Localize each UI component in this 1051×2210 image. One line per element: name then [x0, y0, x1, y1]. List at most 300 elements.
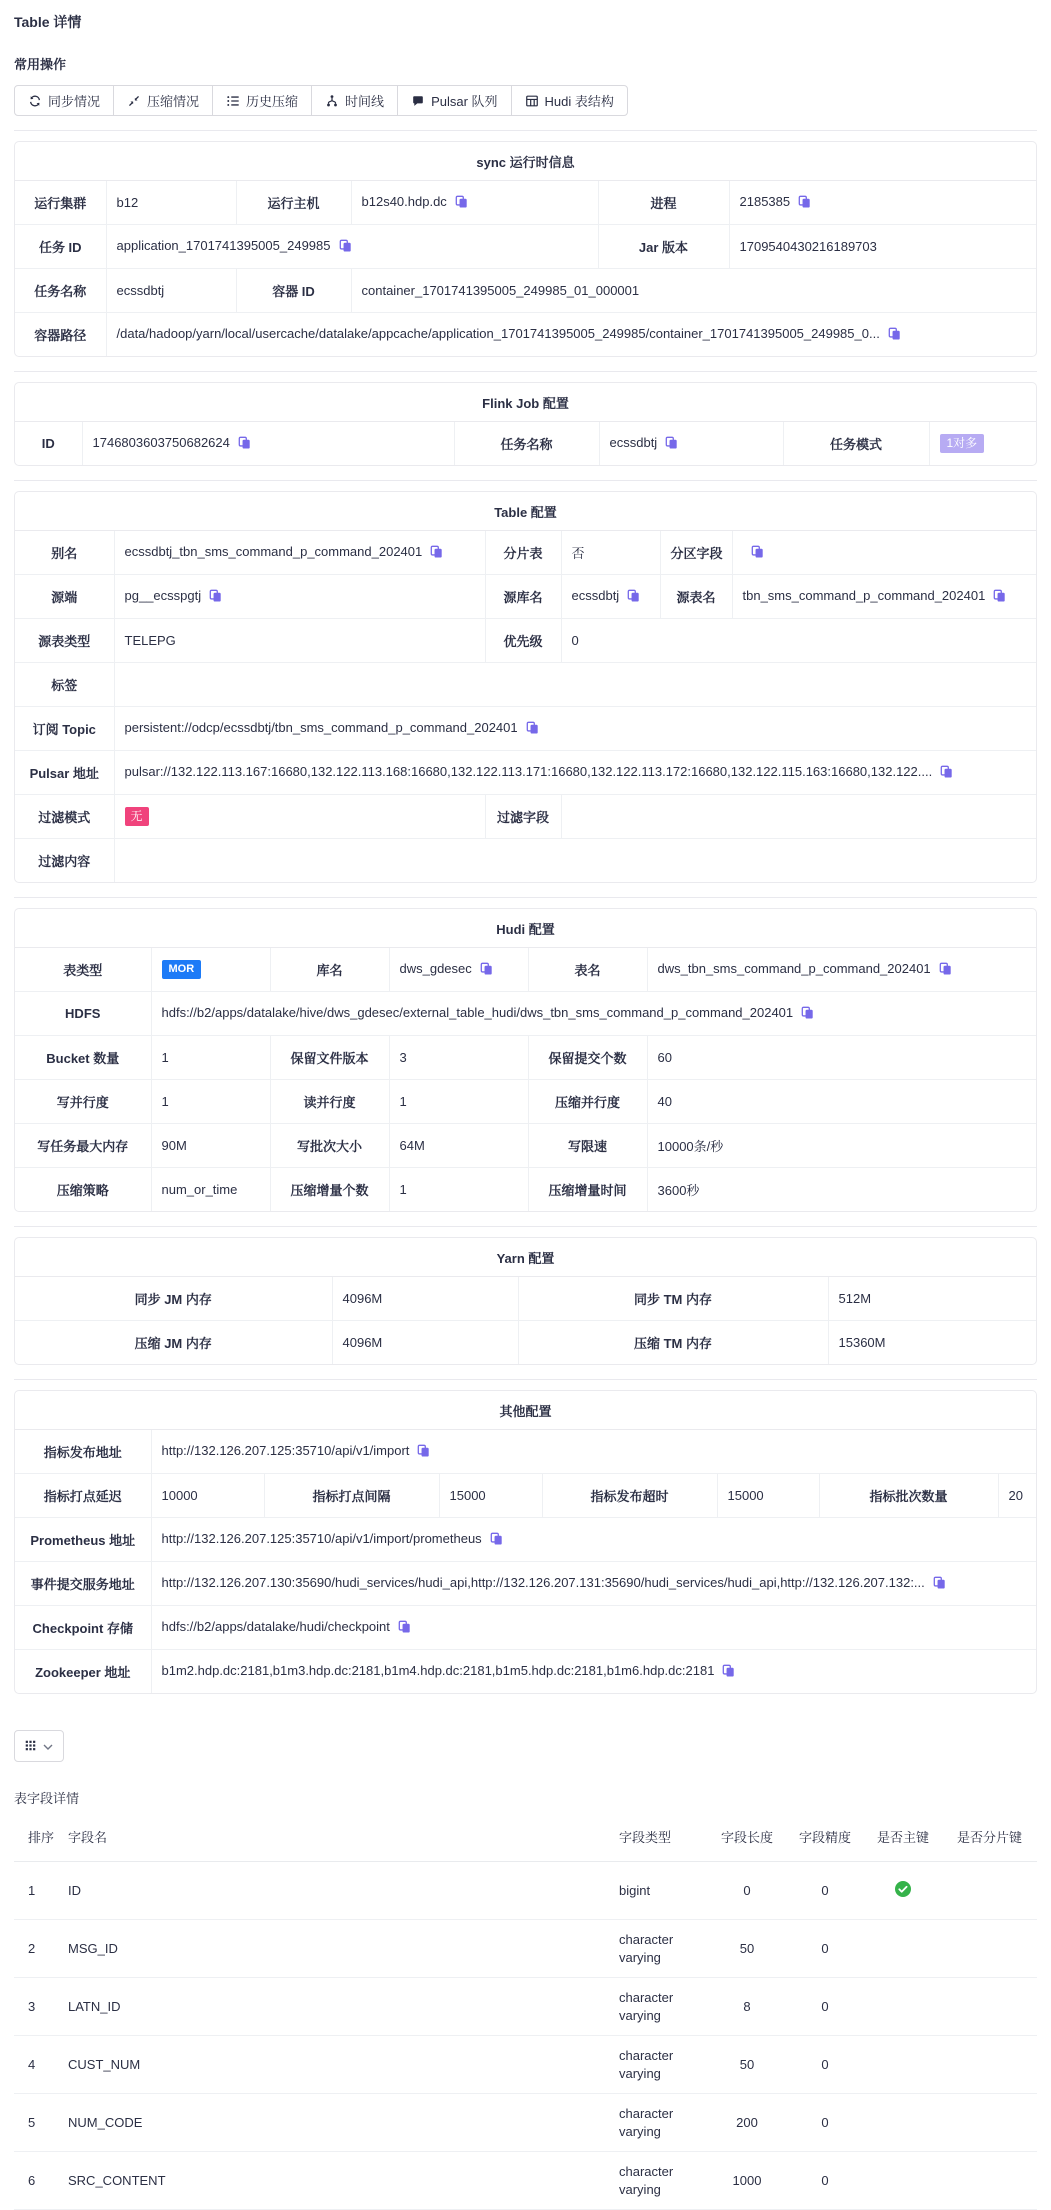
field-label [598, 181, 729, 225]
cell-primary-key [864, 2036, 942, 2094]
field-label [15, 948, 151, 992]
card-title: Hudi 配置 [15, 909, 1036, 948]
field-value [332, 1277, 518, 1321]
field-label [485, 619, 561, 663]
value-text: 3600秒 [657, 1183, 700, 1198]
card-title: 其他配置 [15, 1391, 1036, 1430]
label-text: Pulsar 地址 [29, 766, 99, 781]
card-row [15, 1124, 1037, 1168]
label-text: 写并行度 [56, 1095, 109, 1110]
field-value [151, 1474, 264, 1518]
sync-icon [28, 94, 42, 108]
table-row [14, 2094, 1037, 2152]
copy-icon[interactable] [238, 436, 251, 452]
value-text: 10000 [161, 1488, 198, 1503]
card-row [15, 269, 1037, 313]
card-title: Table 配置 [15, 492, 1036, 531]
field-label [454, 422, 599, 465]
label-text: 过滤字段 [496, 810, 549, 825]
toolbar-button-label: Hudi 表结构 [544, 94, 614, 109]
field-value [561, 531, 660, 575]
column-header: 字段名 [62, 1813, 613, 1862]
value-text: 1 [161, 1094, 169, 1109]
card-flink-job [14, 382, 1037, 466]
card-row [15, 1562, 1037, 1606]
card-sync-runtime [14, 141, 1037, 357]
value-text: 90M [161, 1138, 187, 1153]
field-label [15, 1124, 151, 1168]
value-text: 2185385 [739, 194, 791, 209]
value-text: 1746803603750682624 [92, 435, 230, 450]
section-separator [14, 1379, 1037, 1380]
field-label [528, 1124, 647, 1168]
card-row [15, 313, 1037, 357]
value-text: 15000 [727, 1488, 764, 1503]
cell-order: 3 [14, 1978, 62, 2036]
cell-field-type: character varying [613, 2094, 708, 2152]
copy-icon[interactable] [993, 589, 1006, 605]
section-separator [14, 1226, 1037, 1227]
label-text: 订阅 Topic [32, 722, 96, 737]
field-value [389, 948, 528, 992]
value-text: 0 [571, 633, 579, 648]
field-label [15, 1430, 151, 1474]
toolbar [14, 85, 1037, 116]
label-text: ID [41, 436, 55, 451]
field-label [528, 948, 647, 992]
field-label [542, 1474, 717, 1518]
value-text: 4096M [342, 1291, 383, 1306]
cell-field-precision: 0 [786, 2036, 864, 2094]
cell-field-length: 0 [708, 1862, 786, 1920]
field-label [15, 839, 114, 883]
field-label [270, 1080, 389, 1124]
copy-icon[interactable] [751, 545, 764, 561]
card-row [15, 575, 1037, 619]
fields-body [14, 1862, 1037, 2210]
field-value [151, 1606, 1037, 1650]
field-label [485, 531, 561, 575]
label-text: Bucket 数量 [46, 1051, 120, 1066]
field-label [15, 1321, 332, 1365]
card-row [15, 839, 1037, 883]
toolbar-button-timeline[interactable] [311, 85, 398, 116]
label-text: 同步 TM 内存 [634, 1292, 712, 1307]
copy-icon[interactable] [627, 589, 640, 605]
cards [14, 130, 1037, 1694]
cell-primary-key [864, 1862, 942, 1920]
field-label [236, 269, 351, 313]
toolbar-button-sync-status[interactable] [14, 85, 114, 116]
field-label [270, 1036, 389, 1080]
value-text: 1 [399, 1182, 407, 1197]
copy-icon[interactable] [798, 195, 811, 211]
field-value [332, 1321, 518, 1365]
value-text: b1m2.hdp.dc:2181,b1m3.hdp.dc:2181,b1m4.hdp.dc:2181,b1m5.hdp.dc:2181,b1m6.hdp.dc:2181 [161, 1663, 715, 1678]
field-value [647, 1036, 1037, 1080]
card-table [15, 422, 1037, 465]
label-text: 源表类型 [38, 634, 91, 649]
section-separator [14, 371, 1037, 372]
field-value [114, 751, 1037, 795]
toolbar-button-hudi-schema[interactable] [511, 85, 628, 116]
cell-shard-key [942, 1862, 1037, 1920]
message-icon [411, 94, 425, 108]
field-label [15, 707, 114, 751]
card-row [15, 1474, 1037, 1518]
card-table [15, 948, 1037, 1211]
field-value [561, 619, 1037, 663]
card-table [15, 531, 1037, 882]
value-text: 512M [838, 1291, 872, 1306]
field-value [351, 181, 598, 225]
value-text: pg__ecsspgtj [124, 588, 202, 603]
column-header: 字段精度 [786, 1813, 864, 1862]
card-row [15, 531, 1037, 575]
label-text: 表名 [574, 963, 601, 978]
value-text: pulsar://132.122.113.167:16680,132.122.113.168:16680,132.122.113.171:16680,132.122.113.172:16680,132.122.115.163:16680,132.122.... [124, 764, 933, 779]
field-label [15, 751, 114, 795]
value-text: b12 [116, 195, 139, 210]
card-row [15, 1168, 1037, 1212]
field-value [729, 225, 1037, 269]
value-text: 3 [399, 1050, 407, 1065]
card-row [15, 1277, 1037, 1321]
field-label [270, 948, 389, 992]
cell-field-type: character varying [613, 2036, 708, 2094]
field-label [15, 1562, 151, 1606]
label-text: 运行主机 [267, 196, 320, 211]
toolbar-button-label: 压缩情况 [147, 94, 200, 109]
field-label [15, 575, 114, 619]
label-text: 容器 ID [272, 284, 315, 299]
columns-dropdown-button[interactable] [14, 1730, 64, 1762]
page [14, 12, 1037, 2210]
cell-shard-key [942, 2094, 1037, 2152]
field-label [660, 575, 732, 619]
value-text: 64M [399, 1138, 425, 1153]
field-value [114, 663, 1037, 707]
value-text: ecssdbtj [116, 283, 165, 298]
copy-icon[interactable] [526, 721, 539, 737]
card-title: Yarn 配置 [15, 1238, 1036, 1277]
label-text: 压缩增量个数 [290, 1183, 369, 1198]
status-badge: 1对多 [940, 434, 985, 453]
cell-order: 5 [14, 2094, 62, 2152]
fields-header-row [14, 1813, 1037, 1862]
compress-icon [127, 94, 141, 108]
cell-primary-key [864, 1920, 942, 1978]
value-text: dws_gdesec [399, 961, 472, 976]
table-row [14, 1978, 1037, 2036]
card-row [15, 1606, 1037, 1650]
field-label [15, 422, 82, 465]
field-label [15, 1518, 151, 1562]
cell-shard-key [942, 1920, 1037, 1978]
field-label [15, 992, 151, 1036]
field-value [151, 1080, 270, 1124]
card-row [15, 1430, 1037, 1474]
cell-order: 4 [14, 2036, 62, 2094]
cell-field-length: 50 [708, 2036, 786, 2094]
value-text: hdfs://b2/apps/datalake/hive/dws_gdesec/external_table_hudi/dws_tbn_sms_command_p_command_202401 [161, 1005, 794, 1020]
chevron-down-icon [43, 1739, 53, 1754]
cell-primary-key [864, 2094, 942, 2152]
field-label [15, 313, 106, 357]
card-title: Flink Job 配置 [15, 383, 1036, 422]
value-text: hdfs://b2/apps/datalake/hudi/checkpoint [161, 1619, 390, 1634]
copy-icon[interactable] [722, 1664, 735, 1680]
copy-icon[interactable] [430, 545, 443, 561]
label-text: 容器路径 [34, 328, 87, 343]
card-row [15, 707, 1037, 751]
field-label [15, 1606, 151, 1650]
label-text: 运行集群 [34, 196, 87, 211]
copy-icon[interactable] [398, 1620, 411, 1636]
field-value [106, 181, 236, 225]
copy-icon[interactable] [933, 1576, 946, 1592]
field-label [783, 422, 929, 465]
cell-field-name: NUM_CODE [62, 2094, 613, 2152]
column-header: 是否分片键 [942, 1813, 1037, 1862]
cell-primary-key [864, 2152, 942, 2210]
label-text: 同步 JM 内存 [134, 1292, 212, 1307]
value-text: TELEPG [124, 633, 176, 648]
value-text: b12s40.hdp.dc [361, 194, 447, 209]
label-text: 保留文件版本 [290, 1051, 369, 1066]
fields-section-title: 表字段详情 [14, 1791, 80, 1806]
card-title: sync 运行时信息 [15, 142, 1036, 181]
cell-field-precision: 0 [786, 2094, 864, 2152]
toolbar-button-label: 同步情况 [48, 94, 101, 109]
field-label [15, 1036, 151, 1080]
label-text: 表类型 [63, 963, 103, 978]
field-label [518, 1277, 828, 1321]
value-text: ecssdbtj [571, 588, 620, 603]
field-value [389, 1080, 528, 1124]
field-value [717, 1474, 819, 1518]
field-label [15, 181, 106, 225]
field-value [561, 575, 660, 619]
label-text: 过滤模式 [38, 810, 91, 825]
copy-icon[interactable] [339, 239, 352, 255]
label-text: 源表名 [676, 590, 716, 605]
label-text: 压缩增量时间 [548, 1183, 627, 1198]
field-label [15, 225, 106, 269]
cell-field-name: LATN_ID [62, 1978, 613, 2036]
table-row [14, 1862, 1037, 1920]
label-text: HDFS [65, 1006, 101, 1021]
field-label [485, 795, 561, 839]
value-text: tbn_sms_command_p_command_202401 [742, 588, 986, 603]
field-value [114, 839, 1037, 883]
copy-icon[interactable] [939, 962, 952, 978]
cell-field-type: character varying [613, 1920, 708, 1978]
card-row [15, 751, 1037, 795]
copy-icon[interactable] [490, 1532, 503, 1548]
label-text: 分区字段 [670, 546, 723, 561]
field-value [732, 575, 1037, 619]
field-value [151, 1562, 1037, 1606]
field-label [15, 619, 114, 663]
label-text: 优先级 [503, 634, 543, 649]
label-text: 标签 [51, 678, 78, 693]
field-value [732, 531, 1037, 575]
label-text: Prometheus 地址 [30, 1533, 136, 1548]
value-text: 1 [161, 1050, 169, 1065]
value-text: ecssdbtj [609, 435, 658, 450]
field-value [151, 1036, 270, 1080]
cell-field-precision: 0 [786, 1920, 864, 1978]
field-value [647, 1168, 1037, 1212]
field-label [15, 1650, 151, 1694]
field-label [15, 1277, 332, 1321]
label-text: Checkpoint 存储 [32, 1621, 133, 1636]
cell-field-name: ID [62, 1862, 613, 1920]
field-value [151, 992, 1037, 1036]
value-text: /data/hadoop/yarn/local/usercache/datalake/appcache/application_1701741395005_249985/container_1701741395005_249985_0... [116, 326, 880, 341]
field-value [599, 422, 783, 465]
field-label [15, 269, 106, 313]
label-text: 压缩 TM 内存 [634, 1336, 712, 1351]
page-title: Table 详情 [14, 14, 82, 30]
value-text: 60 [657, 1050, 672, 1065]
table-row [14, 1920, 1037, 1978]
card-row [15, 663, 1037, 707]
field-label [528, 1168, 647, 1212]
card-row [15, 1080, 1037, 1124]
copy-icon[interactable] [417, 1444, 430, 1460]
toolbar-button-pulsar-queue[interactable] [397, 85, 511, 116]
status-badge: MOR [162, 960, 202, 979]
field-value [439, 1474, 542, 1518]
label-text: 保留提交个数 [548, 1051, 627, 1066]
cell-field-precision: 0 [786, 1978, 864, 2036]
cell-field-type: bigint [613, 1862, 708, 1920]
field-value [106, 313, 1037, 357]
column-header: 字段类型 [613, 1813, 708, 1862]
field-label [236, 181, 351, 225]
copy-icon[interactable] [940, 765, 953, 781]
field-label [598, 225, 729, 269]
card-table [15, 181, 1037, 356]
cell-primary-key [864, 1978, 942, 2036]
field-value [828, 1321, 1037, 1365]
field-value [151, 1430, 1037, 1474]
value-text: num_or_time [161, 1182, 238, 1197]
label-text: 源库名 [503, 590, 543, 605]
card-table [15, 1277, 1037, 1364]
copy-icon[interactable] [455, 195, 468, 211]
field-value [151, 1124, 270, 1168]
card-hudi-config [14, 908, 1037, 1212]
value-text: http://132.126.207.125:35710/api/v1/import/prometheus [161, 1531, 482, 1546]
value-text: 1709540430216189703 [739, 239, 877, 254]
field-value [389, 1124, 528, 1168]
label-text: 事件提交服务地址 [30, 1577, 135, 1592]
field-value [114, 707, 1037, 751]
list-icon [226, 94, 240, 108]
card-row [15, 619, 1037, 663]
label-text: 任务名称 [34, 284, 87, 299]
field-value [647, 1080, 1037, 1124]
card-row [15, 1518, 1037, 1562]
toolbar-button-compact-status[interactable] [113, 85, 213, 116]
cell-shard-key [942, 2036, 1037, 2094]
label-text: Zookeeper 地址 [35, 1665, 131, 1680]
value-text: persistent://odcp/ecssdbtj/tbn_sms_command_p_command_202401 [124, 720, 518, 735]
field-value [106, 225, 598, 269]
field-label [15, 1168, 151, 1212]
field-label [819, 1474, 998, 1518]
label-text: 分片表 [503, 546, 543, 561]
label-text: 压缩 JM 内存 [134, 1336, 212, 1351]
cell-order: 2 [14, 1920, 62, 1978]
copy-icon[interactable] [665, 436, 678, 452]
card-table-config [14, 491, 1037, 883]
card-row [15, 422, 1037, 465]
column-header: 是否主键 [864, 1813, 942, 1862]
cell-field-length: 200 [708, 2094, 786, 2152]
section-separator [14, 480, 1037, 481]
label-text: 写限速 [567, 1139, 607, 1154]
field-value [106, 269, 236, 313]
field-value [82, 422, 454, 465]
field-value [929, 422, 1037, 465]
cell-field-name: MSG_ID [62, 1920, 613, 1978]
value-text: dws_tbn_sms_command_p_command_202401 [657, 961, 931, 976]
field-value [151, 1650, 1037, 1694]
value-text: 10000条/秒 [657, 1139, 724, 1154]
grid-icon [25, 1739, 36, 1754]
field-value [151, 1168, 270, 1212]
card-row [15, 795, 1037, 839]
value-text: 4096M [342, 1335, 383, 1350]
copy-icon[interactable] [801, 1006, 814, 1022]
card-row [15, 181, 1037, 225]
column-header: 排序 [14, 1813, 62, 1862]
field-value [389, 1036, 528, 1080]
card-row [15, 1321, 1037, 1365]
table-icon [525, 94, 539, 108]
copy-icon[interactable] [209, 589, 222, 605]
value-text: http://132.126.207.125:35710/api/v1/import [161, 1443, 410, 1458]
card-other-config [14, 1390, 1037, 1694]
label-text: 写批次大小 [296, 1139, 362, 1154]
label-text: 指标打点间隔 [312, 1489, 391, 1504]
copy-icon[interactable] [480, 962, 493, 978]
cell-shard-key [942, 2152, 1037, 2210]
cell-field-precision: 0 [786, 2152, 864, 2210]
card-yarn-config [14, 1237, 1037, 1365]
toolbar-button-history-compact[interactable] [212, 85, 312, 116]
status-badge: 无 [125, 807, 149, 826]
label-text: 过滤内容 [38, 854, 91, 869]
field-value [151, 948, 270, 992]
table-row [14, 2152, 1037, 2210]
value-text: 15360M [838, 1335, 886, 1350]
cell-field-length: 8 [708, 1978, 786, 2036]
field-value [114, 795, 485, 839]
copy-icon[interactable] [888, 327, 901, 343]
label-text: 任务 ID [38, 240, 82, 255]
value-text: http://132.126.207.130:35690/hudi_services/hudi_api,http://132.126.207.131:35690/hudi_services/hudi_api,http://132.126.207.132:... [161, 1575, 925, 1590]
field-label [15, 531, 114, 575]
value-text: 否 [571, 546, 585, 561]
card-table [15, 1430, 1037, 1693]
column-header: 字段长度 [708, 1813, 786, 1862]
value-text: container_1701741395005_249985_01_000001 [361, 283, 640, 298]
